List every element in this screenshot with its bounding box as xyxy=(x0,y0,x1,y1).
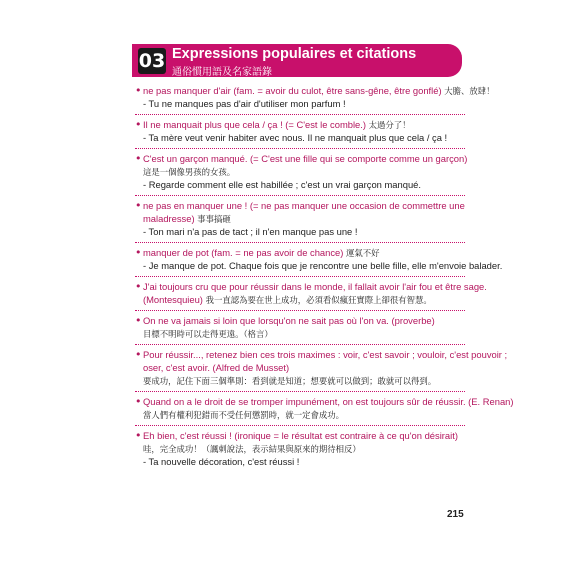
quotation-author: (Montesquieu) xyxy=(143,294,203,305)
example-sentence: - Ta nouvelle décoration, c'est réussi ! xyxy=(143,456,300,467)
section-subtitle: 通俗慣用語及名家語錄 xyxy=(172,67,272,78)
chinese-translation: 大膽、放肆！ xyxy=(441,86,495,96)
expression-entry xyxy=(135,430,465,471)
chinese-translation: 這是一個像男孩的女孩。 xyxy=(143,167,236,177)
chinese-translation: 我一直認為要在世上成功，必須看似瘋狂實際上卻很有智慧。 xyxy=(202,295,432,305)
bullet-icon: • xyxy=(135,395,142,408)
french-quotation: Quand on a le droit de se tromper impunément, on est toujours sûr de réussir. (E. Renan) xyxy=(143,396,514,407)
bullet-icon: • xyxy=(135,118,142,131)
bullet-icon: • xyxy=(135,348,142,361)
example-sentence: - Regarde comment elle est habillée ; c'est un vrai garçon manqué. xyxy=(143,179,421,190)
page-number: 215 xyxy=(447,509,464,520)
expression-entry xyxy=(135,200,465,243)
quotation-entry xyxy=(135,395,514,426)
quotation-entry xyxy=(135,280,487,311)
chinese-translation: 太過分了！ xyxy=(366,120,411,130)
example-sentence: - Je manque de pot. Chaque fois que je rencontre une belle fille, elle m'envoie balader. xyxy=(143,260,503,271)
bullet-icon: • xyxy=(135,429,142,442)
french-expression: ne pas manquer d'air (fam. = avoir du culot, être sans-gêne, être gonflé) xyxy=(143,85,442,96)
chinese-translation: 要成功，記住下面三個準則：看到就是知道；想要就可以做到；敢就可以得到。 xyxy=(143,376,437,386)
french-expression-continued: maladresse) xyxy=(143,213,195,224)
section-number-badge: 03 xyxy=(138,50,166,72)
french-expression: C'est un garçon manqué. (= C'est une fille qui se comporte comme un garçon) xyxy=(143,153,468,164)
expression-entry xyxy=(135,246,503,277)
quotation-entry xyxy=(135,315,465,345)
expression-list xyxy=(135,84,514,474)
bullet-icon: • xyxy=(135,280,142,293)
bullet-icon: • xyxy=(135,246,142,259)
french-expression: manquer de pot (fam. = ne pas avoir de chance) xyxy=(143,247,344,258)
chinese-translation: 當人們有權利犯錯而不受任何懲罰時，就一定會成功。 xyxy=(143,410,344,420)
french-quotation: Pour réussir..., retenez bien ces trois maximes : voir, c'est savoir ; vouloir, c'est pouvoir ; xyxy=(143,349,508,360)
chinese-translation: 運氣不好 xyxy=(343,248,380,258)
bullet-icon: • xyxy=(135,84,142,97)
quotation-entry xyxy=(135,348,508,392)
example-sentence: - Ton mari n'a pas de tact ; il n'en manque pas une ! xyxy=(143,226,358,237)
bullet-icon: • xyxy=(135,152,142,165)
expression-entry xyxy=(135,84,495,115)
chinese-translation: 哇，完全成功！（諷刺說法，表示結果與原來的期待相反） xyxy=(143,444,361,454)
french-quotation: J'ai toujours cru que pour réussir dans le monde, il fallait avoir l'air fou et être sage. xyxy=(143,281,487,292)
french-expression: ne pas en manquer une ! (= ne pas manquer une occasion de commettre une xyxy=(143,200,465,211)
french-expression: Eh bien, c'est réussi ! (ironique = le résultat est contraire à ce qu'on désirait) xyxy=(143,430,458,441)
chinese-translation: 目標不明時可以走得更遠。（格言） xyxy=(143,329,273,339)
section-title: Expressions populaires et citations xyxy=(172,46,417,62)
french-quotation: On ne va jamais si loin que lorsqu'on ne sait pas où l'on va. (proverbe) xyxy=(143,315,435,326)
french-expression: Il ne manquait plus que cela / ça ! (= C'est le comble.) xyxy=(143,119,366,130)
example-sentence: - Ta mère veut venir habiter avec nous. Il ne manquait plus que cela / ça ! xyxy=(143,132,448,143)
expression-entry xyxy=(135,152,468,196)
expression-entry xyxy=(135,119,465,149)
chinese-translation: 事事搞砸 xyxy=(194,214,231,224)
example-sentence: - Tu ne manques pas d'air d'utiliser mon parfum ! xyxy=(143,98,346,109)
french-quotation-continued: oser, c'est avoir. (Alfred de Musset) xyxy=(143,362,290,373)
bullet-icon: • xyxy=(135,314,142,327)
bullet-icon: • xyxy=(135,199,142,212)
